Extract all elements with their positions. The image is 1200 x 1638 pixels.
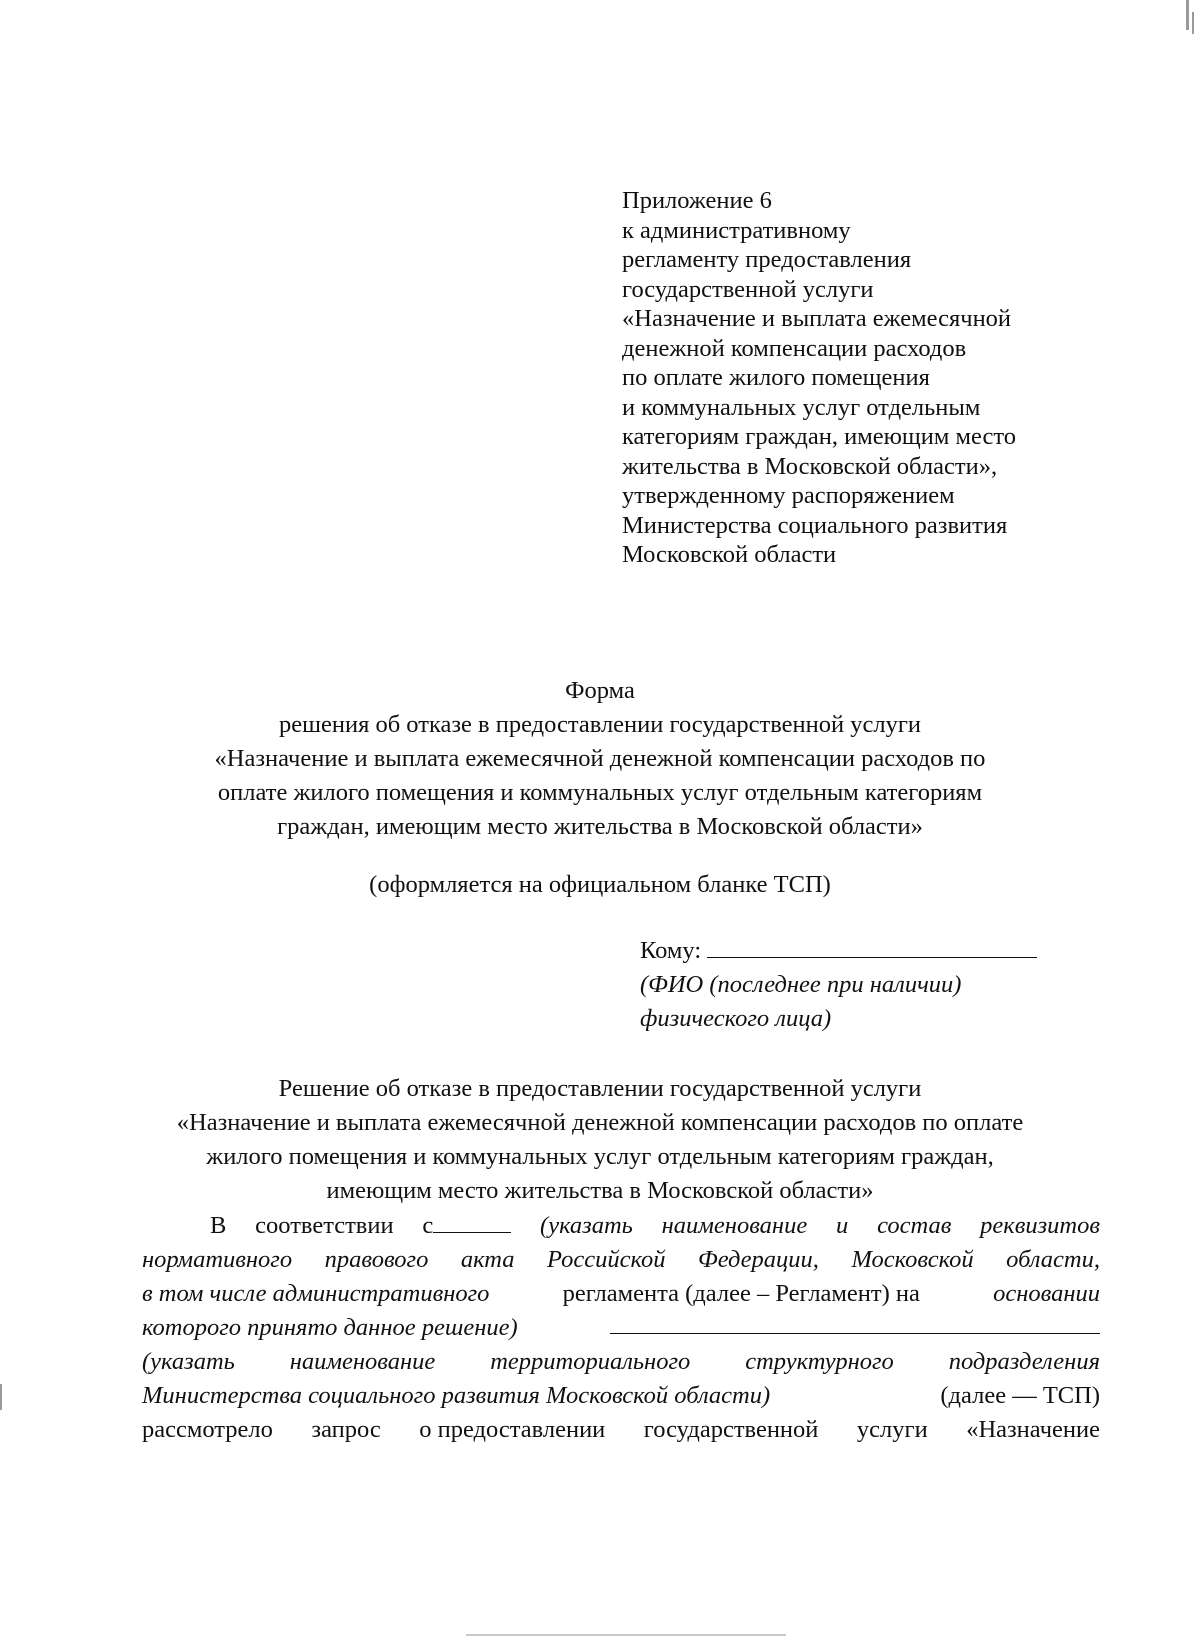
decision-title-line: Решение об отказе в предоставлении государственной услуги [278, 1075, 922, 1102]
decision-title-line: «Назначение и выплата ежемесячной денежной компенсации расходов по оплате [176, 1109, 1024, 1136]
body-phrase: в том числе административного [142, 1280, 490, 1307]
annex-line: государственной услуги [622, 275, 874, 303]
body-word: с [422, 1212, 434, 1239]
scan-artifact [466, 1634, 786, 1636]
addressee-block [640, 934, 1100, 1036]
body-word: запрос [311, 1416, 381, 1443]
body-word: рассмотрело [142, 1416, 273, 1443]
scan-artifact [1186, 0, 1189, 30]
form-title-line: решения об отказе в предоставлении государственной услуги [278, 711, 922, 738]
annex-line: утвержденному распоряжением [622, 482, 955, 509]
body-line [142, 1413, 1100, 1447]
body-word: нормативного [142, 1246, 293, 1273]
scan-artifact [1192, 12, 1194, 34]
body-word: Российской [547, 1246, 666, 1273]
body-word: услуги [856, 1416, 928, 1443]
body-word: реквизитов [980, 1212, 1100, 1239]
addressee-hint: (ФИО (последнее при наличии) [640, 971, 962, 998]
body-line [142, 1379, 1100, 1413]
annex-line: по оплате жилого помещения [622, 364, 930, 391]
body-line [142, 1345, 1100, 1379]
annex-line: Московской области [622, 541, 837, 568]
body-word: «Назначение [966, 1416, 1100, 1443]
body-word: соответствии [255, 1212, 394, 1239]
annex-header [622, 186, 1102, 570]
decision-title [100, 1072, 1100, 1208]
form-title-line: Форма [565, 677, 635, 704]
body-word: Федерации, [698, 1246, 819, 1273]
body-word: наименование [289, 1348, 436, 1375]
form-title [100, 674, 1100, 844]
annex-line: и коммунальных услуг отдельным [622, 393, 981, 421]
body-phrase: Министерства социального развития Московской области) [142, 1382, 771, 1409]
annex-line: Приложение 6 [622, 187, 772, 214]
annex-line: «Назначение и выплата ежемесячной [622, 305, 1012, 332]
form-title-line: оплате жилого помещения и коммунальных услуг отдельным категориям [217, 779, 983, 806]
decision-title-line: жилого помещения и коммунальных услуг отдельным категориям граждан, [206, 1143, 994, 1170]
letterhead-note: (оформляется на официальном бланке ТСП) [369, 871, 831, 898]
scan-artifact [0, 1384, 2, 1410]
body-word: состав [877, 1212, 952, 1239]
body-line [142, 1311, 1100, 1345]
body-word: области, [1006, 1246, 1100, 1273]
body-word: акта [460, 1246, 515, 1273]
body-word: государственной [643, 1416, 819, 1443]
body-line [142, 1243, 1100, 1277]
body-phrase: основании [993, 1280, 1100, 1307]
addressee-hint: физического лица) [640, 1005, 832, 1032]
blank-line [610, 1311, 1100, 1334]
body-phrase: (далее — ТСП) [940, 1382, 1100, 1409]
body-phrase: которого принято данное решение) [142, 1314, 518, 1341]
body-word [422, 1209, 511, 1243]
addressee-label: Кому: [640, 937, 702, 964]
blank-line [433, 1210, 511, 1233]
body-line [142, 1209, 1100, 1243]
body-word: о предоставлении [419, 1416, 606, 1443]
decision-body [142, 1209, 1100, 1447]
decision-title-line: имеющим место жительства в Московской области» [326, 1177, 874, 1204]
body-word: правового [324, 1246, 429, 1273]
body-word: Московской [851, 1246, 974, 1273]
body-line [142, 1277, 1100, 1311]
addressee-blank-line [707, 935, 1037, 958]
body-word: и [836, 1212, 849, 1239]
body-word: (указать [142, 1348, 235, 1375]
annex-line: денежной компенсации расходов [622, 334, 967, 362]
body-word: структурного [745, 1348, 894, 1375]
body-phrase: регламента (далее – Регламент) на [562, 1280, 920, 1307]
annex-line: регламенту предоставления [622, 246, 912, 273]
annex-line: категориям граждан, имеющим место [622, 423, 1016, 450]
body-word: подразделения [948, 1348, 1100, 1375]
annex-line: жительства в Московской области», [622, 452, 998, 480]
annex-line: Министерства социального развития [622, 511, 1008, 539]
form-title-line: «Назначение и выплата ежемесячной денежной компенсации расходов по [214, 745, 986, 772]
body-word: В [210, 1212, 227, 1239]
form-title-line: граждан, имеющим место жительства в Московской области» [277, 813, 923, 840]
body-word: (указать [540, 1212, 633, 1239]
body-word: наименование [661, 1212, 808, 1239]
annex-line: к административному [622, 216, 851, 244]
body-word: территориального [490, 1348, 691, 1375]
